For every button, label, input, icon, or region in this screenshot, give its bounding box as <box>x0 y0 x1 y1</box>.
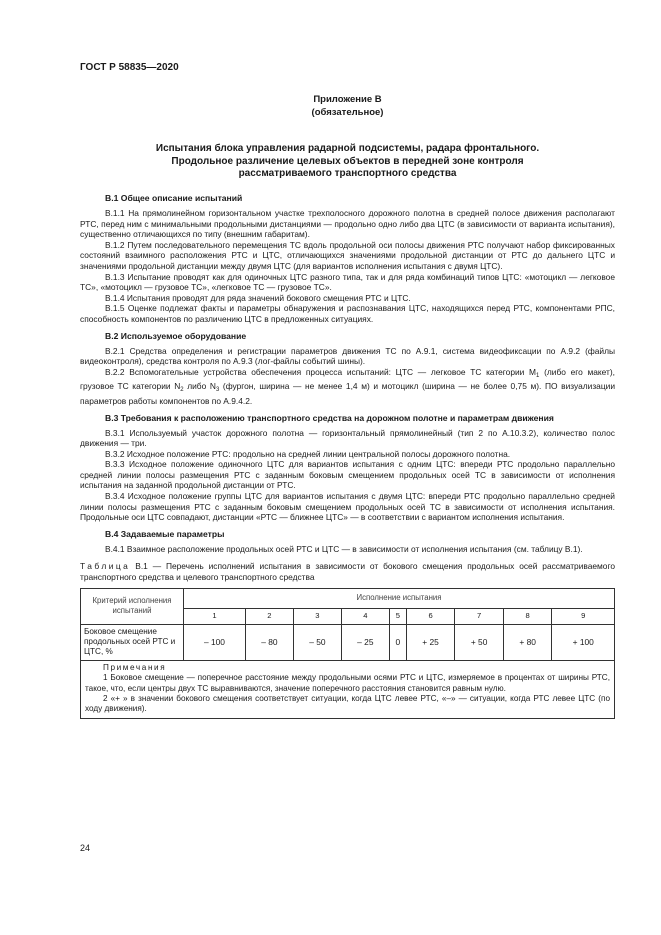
offset-value: – 80 <box>245 624 293 660</box>
note-2: 2 «+ » в значении бокового смещения соответствует ситуации, когда ЦТС левее РТС, «–» — ситуации, когда РТС левее ЦТС (по ходу движения). <box>85 694 610 714</box>
standard-header: ГОСТ Р 58835—2020 <box>80 62 179 73</box>
offset-value: – 100 <box>184 624 246 660</box>
offset-value: + 50 <box>455 624 504 660</box>
para-b3-2: В.3.2 Исходное положение РТС: продольно на средней линии центральной полосы дорожного полотна. <box>105 448 511 459</box>
table-caption-text: В.1 — Перечень исполнений испытания в зависимости от бокового смещения продольных осей рассматриваемого транспортного средства и целевого транспортного средства <box>80 561 615 583</box>
title-line-1: Испытания блока управления радарной подсистемы, радара фронтального. <box>155 143 540 154</box>
table-row <box>81 624 615 660</box>
section-b4-heading: В.4 Задаваемые параметры <box>105 528 225 539</box>
col-criteria-header: Критерий исполнения испытаний <box>81 588 184 624</box>
execution-number: 8 <box>503 608 552 624</box>
para-b2-1: В.2.1 Средства определения и регистрации параметров движения ТС по А.9.1, система видеофиксации по А.9.2 (файлы видеоконтроля), средства контроля по А.9.3 (лог-файлы событий шины). <box>80 345 615 367</box>
offset-value: + 100 <box>552 624 615 660</box>
offset-value: + 25 <box>406 624 455 660</box>
execution-number: 1 <box>184 608 246 624</box>
document-body <box>80 193 615 719</box>
para-b1-5: В.1.5 Оценке подлежат факты и параметры обнаружения и распознавания ЦТС, находящихся перед РТС, компонентами РПС, способность компонентов по различению ЦТС в предложенных ситуациях. <box>80 303 615 324</box>
appendix-heading <box>80 93 615 119</box>
para-b1-3: В.1.3 Испытание проводят как для одиночных ЦТС разного типа, так и для ряда комбинаций типов ЦТС: «мотоцикл — легковое ТС», «мотоцикл — грузовое ТС», «легковое ТС — грузовое ТС». <box>80 271 615 293</box>
row-label: Боковое смещение продольных осей РТС и ЦТС, % <box>81 624 184 660</box>
para-b1-4: В.1.4 Испытания проводят для ряда значений бокового смещения РТС и ЦТС. <box>105 292 411 303</box>
section-b1-heading: В.1 Общее описание испытаний <box>105 193 243 203</box>
execution-number: 5 <box>389 608 406 624</box>
appendix-title: Приложение В <box>313 94 382 105</box>
execution-number: 2 <box>245 608 293 624</box>
title-line-2: Продольное различение целевых объектов в передней зоне контроля <box>171 155 524 167</box>
section-b3-heading: В.3 Требования к расположению транспортного средства на дорожном полотне и параметрам движения <box>105 412 554 423</box>
para-b4-1: В.4.1 Взаимное расположение продольных осей РТС и ЦТС — в зависимости от исполнения испытания (см. таблицу В.1). <box>105 543 583 554</box>
para-b3-1: В.3.1 Используемый участок дорожного полотна — горизонтальный прямолинейный (тип 2 по А.10.3.2), количество полос движения — три. <box>80 427 615 449</box>
para-b3-4: В.3.4 Исходное положение группы ЦТС для вариантов испытания с двумя ЦТС: впереди РТС продольно параллельно средней линии полосы размещения РТС с заданным боковым смещением продольных осей ТС в зависимости от исполнения испытания. Продольные оси ЦТС совпадают, дистанции «РТС — ближнее ЦТС» — в соответствии с вариантом исполнения испытания. <box>80 491 615 523</box>
offset-value: + 80 <box>503 624 552 660</box>
page-number: 24 <box>80 843 91 853</box>
execution-number: 4 <box>341 608 389 624</box>
para-b1-1: В.1.1 На прямолинейном горизонтальном участке трехполосного дорожного полотна в средней полосе движения располагают РТС, перед ним с минимальными продольными дистанциями — продольно одно либо два ЦТС (в зависимости от варианта испытания), существенно отличающихся по типу (внешним габаритам). <box>80 208 615 240</box>
table-b1 <box>80 588 615 719</box>
table-caption <box>80 561 615 582</box>
col-execution-header: Исполнение испытания <box>184 588 615 608</box>
execution-number: 3 <box>293 608 341 624</box>
note-1: 1 Боковое смещение — поперечное расстояние между продольными осями РТС и ЦТС, измеряемое в процентах от ширины РТС, такое, что, если центры двух ТС выравниваются, значение поперечного расстояния становится равным нулю. <box>85 673 610 693</box>
offset-value: – 25 <box>341 624 389 660</box>
notes-title: Примечания <box>103 662 167 672</box>
table-notes <box>81 660 615 718</box>
para-b2-2: В.2.2 Вспомогательные устройства обеспечения процесса испытаний: ЦТС — легковое ТС категории $М_1$ (либо его макет), грузовое ТС категории $N_2$ либо $N_3$ (фургон, ширина — не менее 1,4 м) и мотоцикл (ширина — не более 0,75 м). ПО визуализации параметров работы компонентов по А.9.4.2. <box>80 366 616 406</box>
document-title <box>80 143 615 181</box>
appendix-status: (обязательное) <box>311 107 384 118</box>
execution-number: 9 <box>552 608 615 624</box>
table-caption-label: Таблица <box>80 561 131 572</box>
para-b3-3: В.3.3 Исходное положение одиночного ЦТС для вариантов испытания с одним ЦТС: впереди РТС продольно параллельно средней линии полосы размещения РТС с заданным боковым смещением продольных осей ТС в зависимости от исполнения испытания на заданной продольной дистанции от РТС. <box>80 459 615 491</box>
execution-number: 6 <box>406 608 455 624</box>
section-b2-heading: В.2 Используемое оборудование <box>105 330 247 341</box>
para-b1-2: В.1.2 Путем последовательного перемещения ТС вдоль продольной оси полосы движения РТС получают набор фиксированных состояний взаимного расположения РТС и ЦТС, отличающихся значениями продольной дистанции от РТС до дальнего ЦТС и значениями продольной дистанции между двумя ЦТС (для вариантов исполнения испытания с двумя ЦТС). <box>80 239 615 271</box>
title-line-3: рассматриваемого транспортного средства <box>238 168 457 179</box>
offset-value: 0 <box>389 624 406 660</box>
offset-value: – 50 <box>293 624 341 660</box>
execution-number: 7 <box>455 608 504 624</box>
